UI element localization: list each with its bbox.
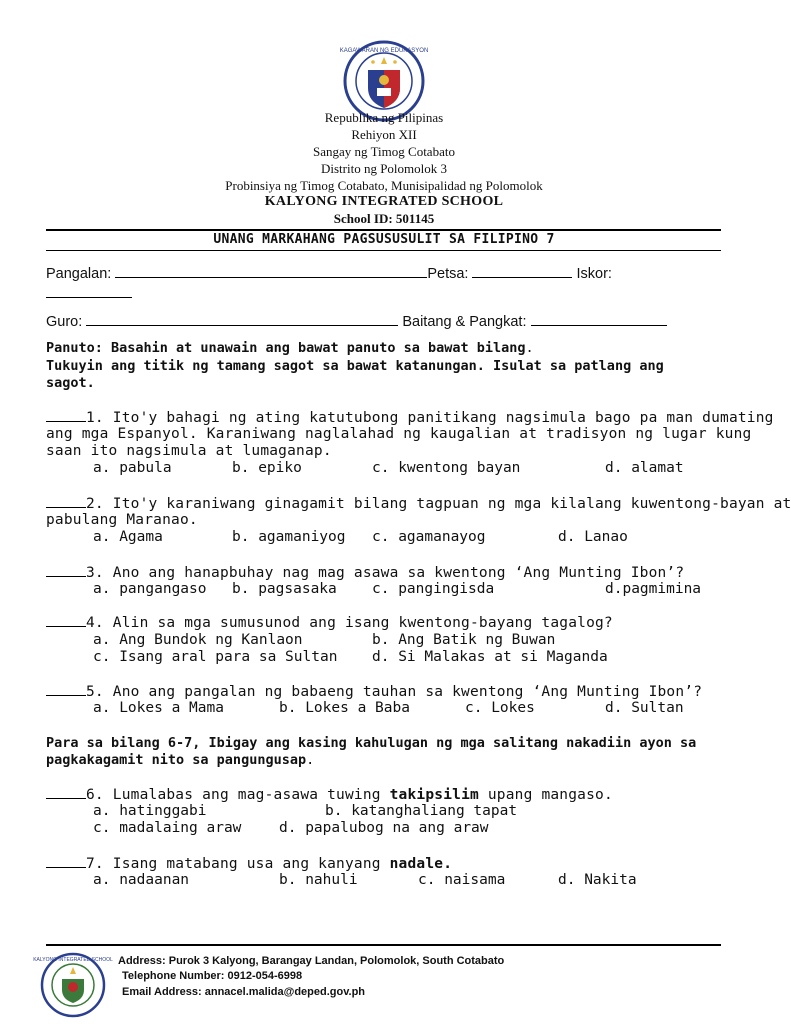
name-field-row: [46, 265, 612, 282]
footer-email[interactable]: Email Address: annacel.malida@deped.gov.ph: [122, 986, 366, 998]
q4-option-a[interactable]: a. Ang Bundok ng Kanlaon: [93, 632, 303, 648]
q2-option-c[interactable]: c. agamanayog: [372, 529, 486, 545]
footer-divider: [46, 944, 721, 946]
q4-option-d[interactable]: d. Si Malakas at si Maganda: [372, 649, 608, 665]
answer-blank-7[interactable]: [46, 855, 86, 868]
q6-option-a[interactable]: a. hatinggabi: [93, 803, 207, 819]
answer-blank-5[interactable]: [46, 683, 86, 696]
answer-blank-2[interactable]: [46, 495, 86, 508]
q7-option-b[interactable]: b. nahuli: [279, 872, 358, 888]
teacher-label: Guro:: [46, 314, 83, 330]
date-blank[interactable]: [472, 265, 572, 278]
instructions-period: .: [525, 340, 534, 356]
answer-blank-4[interactable]: [46, 614, 86, 627]
answer-blank-3[interactable]: [46, 564, 86, 577]
q1-option-a[interactable]: a. pabula: [93, 460, 172, 476]
section2-text: pagkakagamit nito sa pangungusap: [46, 752, 307, 768]
school-seal-text: KALYONG INTEGRATED SCHOOL: [33, 957, 113, 963]
question-2: [46, 495, 791, 512]
q7-option-d[interactable]: d. Nakita: [558, 872, 637, 888]
q3-option-b[interactable]: b. pagsasaka: [232, 581, 337, 597]
q6-option-c[interactable]: c. madalaing araw: [93, 820, 242, 836]
question-7-text: 7. Isang matabang usa ang kanyang: [86, 856, 390, 872]
q1-option-c[interactable]: c. kwentong bayan: [372, 460, 521, 476]
title-divider: [46, 250, 721, 251]
question-4-line-1: 4. Alin sa mga sumusunod ang isang kwentong-bayang tagalog?: [86, 615, 613, 631]
header-province: Probinsiya ng Timog Cotabato, Munisipalidad ng Polomolok: [225, 178, 543, 193]
date-label: Petsa:: [427, 266, 469, 282]
footer-telephone: Telephone Number: 0912-054-6998: [122, 970, 303, 982]
section2-line2: [46, 752, 314, 768]
q3-option-a[interactable]: a. pangangaso: [93, 581, 207, 597]
q5-option-c[interactable]: c. Lokes: [465, 700, 535, 716]
question-6-emphasis: takipsilim: [389, 787, 479, 803]
school-name: KALYONG INTEGRATED SCHOOL: [264, 194, 504, 209]
q2-option-a[interactable]: a. Agama: [93, 529, 163, 545]
q5-option-d[interactable]: d. Sultan: [605, 700, 684, 716]
q2-option-d[interactable]: d. Lanao: [558, 529, 628, 545]
q5-option-a[interactable]: a. Lokes a Mama: [93, 700, 224, 716]
question-6-text: 6. Lumalabas ang mag-asawa tuwing: [86, 787, 390, 803]
q4-option-c[interactable]: c. Isang aral para sa Sultan: [93, 649, 338, 665]
q3-option-d[interactable]: d.pagmimina: [605, 581, 702, 597]
question-6-text-end: upang mangaso.: [478, 787, 613, 803]
question-1: [46, 409, 774, 426]
grade-blank[interactable]: [531, 313, 667, 326]
q6-option-b[interactable]: b. katanghaliang tapat: [325, 803, 518, 819]
question-6: [46, 786, 613, 803]
header-republic: Republika ng Pilipinas: [324, 110, 444, 125]
question-1-line-1: 1. Ito'y bahagi ng ating katutubong panitikang nagsimula bago pa man dumating: [86, 410, 774, 426]
q2-option-b[interactable]: b. agamaniyog: [232, 529, 346, 545]
teacher-field-row: [46, 313, 667, 330]
q5-option-b[interactable]: b. Lokes a Baba: [279, 700, 410, 716]
q3-option-c[interactable]: c. pangingisda: [372, 581, 495, 597]
instructions-text: Panuto: Basahin at unawain ang bawat panuto sa bawat bilang: [46, 340, 526, 356]
instructions-line2: Tukuyin ang titik ng tamang sagot sa bawat katanungan. Isulat sa patlang ang: [46, 358, 664, 374]
q7-option-a[interactable]: a. nadaanan: [93, 872, 190, 888]
header-division: Sangay ng Timog Cotabato: [313, 144, 455, 159]
question-2-line-2: pabulang Maranao.: [46, 512, 198, 528]
question-5-line-1: 5. Ano ang pangalan ng babaeng tauhan sa kwentong ‘Ang Munting Ibon’?: [86, 684, 703, 700]
answer-blank-1[interactable]: [46, 409, 86, 422]
deped-seal-text: KAGAWARAN NG EDUKASYON: [339, 48, 429, 54]
question-2-line-1: 2. Ito'y karaniwang ginagamit bilang tagpuan ng mga kilalang kuwentong-bayan at: [86, 496, 791, 512]
question-3: [46, 564, 684, 581]
instructions-line1: [46, 340, 534, 356]
q1-option-d[interactable]: d. alamat: [605, 460, 684, 476]
header-region: Rehiyon XII: [351, 127, 417, 142]
score-label: Iskor:: [576, 266, 612, 282]
q6-option-d[interactable]: d. papalubog na ang araw: [279, 820, 489, 836]
teacher-blank[interactable]: [86, 313, 398, 326]
school-id: School ID: 501145: [333, 211, 435, 226]
answer-blank-6[interactable]: [46, 786, 86, 799]
q4-option-b[interactable]: b. Ang Batik ng Buwan: [372, 632, 556, 648]
header-divider: [46, 229, 721, 231]
q1-option-b[interactable]: b. epiko: [232, 460, 302, 476]
name-label: Pangalan:: [46, 266, 112, 282]
question-7-emphasis: nadale.: [389, 856, 453, 872]
exam-title: UNANG MARKAHANG PAGSUSUSULIT SA FILIPINO 7: [213, 232, 555, 247]
question-4: [46, 614, 613, 631]
instructions-line3: sagot.: [46, 375, 95, 391]
section2-line1: Para sa bilang 6-7, Ibigay ang kasing kahulugan ng mga salitang nakadiin ayon sa: [46, 735, 697, 751]
name-blank[interactable]: [115, 265, 427, 278]
question-3-line-1: 3. Ano ang hanapbuhay nag mag asawa sa kwentong ‘Ang Munting Ibon’?: [86, 565, 685, 581]
footer-address: Address: Purok 3 Kalyong, Barangay Landan, Polomolok, South Cotabato: [118, 955, 505, 967]
question-1-line-2: ang mga Espanyol. Karaniwang naglalahad ng kaugalian at tradisyon ng lugar kung: [46, 426, 752, 442]
grade-label: Baitang & Pangkat:: [402, 314, 527, 330]
question-7: [46, 855, 452, 872]
score-blank[interactable]: [46, 286, 132, 298]
school-seal-logo: [33, 952, 113, 1018]
question-5: [46, 683, 702, 700]
section2-period: .: [306, 752, 315, 768]
q7-option-c[interactable]: c. naisama: [418, 872, 506, 888]
question-1-line-3: saan ito nagsimula at lumaganap.: [46, 443, 332, 459]
header-district: Distrito ng Polomolok 3: [320, 161, 448, 176]
